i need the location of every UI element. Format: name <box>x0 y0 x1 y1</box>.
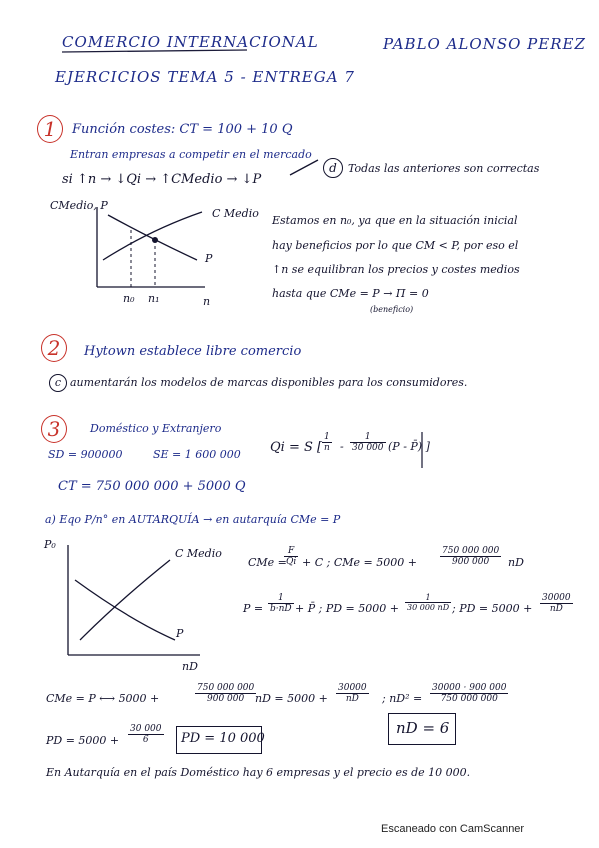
course-title: COMERCIO INTERNACIONAL <box>62 33 319 51</box>
ex1-graph-n1-label: n₁ <box>148 292 160 305</box>
p-fraction-2: $\frac{1}{30 000 nD}$ <box>407 593 450 612</box>
ex1-reasoning: si ↑n → ↓Qi → ↑CMedio → ↓P <box>62 172 262 187</box>
ex2-answer-letter: c <box>49 374 67 392</box>
ex3-graph-cmedio-label: C Medio <box>175 547 222 560</box>
ex1-graph-p-label: P <box>205 252 213 265</box>
nd-squared-lhs: ; nD² = <box>382 692 423 705</box>
exercise-1-number: 1 <box>37 115 63 143</box>
p-fraction-3: $\frac{30000}{nD}$ <box>542 593 571 614</box>
ex3-graph-y-label: P₀ <box>44 538 56 551</box>
cme-tail: + C ; CMe = 5000 + <box>302 556 417 569</box>
ex1-answer-text: Todas las anteriores son correctas <box>348 162 540 175</box>
ex2-answer-text: aumentarán los modelos de marcas disponibles para los consumidores. <box>70 376 468 389</box>
cme-fraction-2: $\frac{750 000 000}{900 000}$ <box>442 546 500 567</box>
ex1-explanation-5: (beneficio) <box>370 305 414 314</box>
ex3-statement: Doméstico y Extranjero <box>90 422 222 435</box>
pd-fraction: $\frac{30 000}{6}$ <box>130 724 162 745</box>
eq-fraction-2: $\frac{30000}{nD}$ <box>338 683 367 704</box>
qi-minus: - <box>340 440 344 453</box>
exercise-3-number: 3 <box>41 415 67 443</box>
p-tail: + P̄ ; PD = 5000 + <box>295 602 399 615</box>
p-lhs: P = <box>243 602 264 615</box>
conclusion: En Autarquía en el país Doméstico hay 6 empresas y el precio es de 10 000. <box>46 766 471 779</box>
eq-lhs: CMe = P ⟷ 5000 + <box>46 692 160 705</box>
scanner-watermark: Escaneado con CamScanner <box>381 823 525 835</box>
author-name: PABLO ALONSO PEREZ <box>383 35 586 53</box>
ex1-statement: Entran empresas a competir en el mercado <box>70 148 312 161</box>
ex3-graph-n-label: nD <box>182 660 198 673</box>
ex3-sd: SD = 900000 <box>48 448 123 461</box>
nd-squared-fraction: $\frac{30000 \cdot 900 000}{750 000 000}$ <box>432 683 507 704</box>
eq-fraction-1: $\frac{750 000 000}{900 000}$ <box>197 683 255 704</box>
pd-lhs: PD = 5000 + <box>46 734 120 747</box>
p-fraction-1: $\frac{1}{b\cdot nD}$ <box>270 593 292 614</box>
ex1-answer-letter: d <box>323 158 343 178</box>
ex3-graph-p-label: P <box>176 627 184 640</box>
nd-result: nD = 6 <box>396 719 450 737</box>
exercise-2-number: 2 <box>41 334 67 362</box>
ex1-explanation-2: hay beneficios por lo que CM < P, por eso el <box>272 239 519 252</box>
ex2-statement: Hytown establece libre comercio <box>84 344 302 359</box>
cme-lhs: CMe = <box>248 556 287 569</box>
ex1-cost-function: Función costes: CT = 100 + 10 Q <box>72 122 293 137</box>
eq-mid: nD = 5000 + <box>255 692 328 705</box>
ex1-graph-n0-label: n₀ <box>123 292 135 305</box>
ex1-graph-n-label: n <box>203 295 211 308</box>
qi-fraction-1: $\frac{1}{n}$ <box>324 432 330 453</box>
ex3-se: SE = 1 600 000 <box>153 448 241 461</box>
p-semicolon: ; PD = 5000 + <box>452 602 533 615</box>
qi-formula-tail: (P - P̄) ] <box>388 440 430 453</box>
cme-end: nD <box>508 556 524 569</box>
ex1-explanation-1: Estamos en n₀, ya que en la situación inicial <box>272 214 518 227</box>
pd-result: PD = 10 000 <box>181 731 265 746</box>
ex1-explanation-4: hasta que CMe = P → Π = 0 <box>272 287 429 300</box>
ex1-graph-y-label: CMedio, P <box>50 199 108 212</box>
qi-fraction-2: $\frac{1}{30 000}$ <box>352 432 384 453</box>
qi-formula-lhs: Qi = S [ <box>270 440 323 455</box>
ex1-explanation-3: ↑n se equilibran los precios y costes medios <box>272 263 520 276</box>
ex1-graph-cmedio-label: C Medio <box>212 207 259 220</box>
ex3-cost-function: CT = 750 000 000 + 5000 Q <box>58 479 246 494</box>
part-a-heading: a) Eqo P/n° en AUTARQUÍA → en autarquía CMe = P <box>45 513 341 526</box>
page-subtitle: EJERCICIOS TEMA 5 - ENTREGA 7 <box>55 68 355 86</box>
cme-fraction-1: $\frac{F}{Qi}$ <box>286 546 297 567</box>
